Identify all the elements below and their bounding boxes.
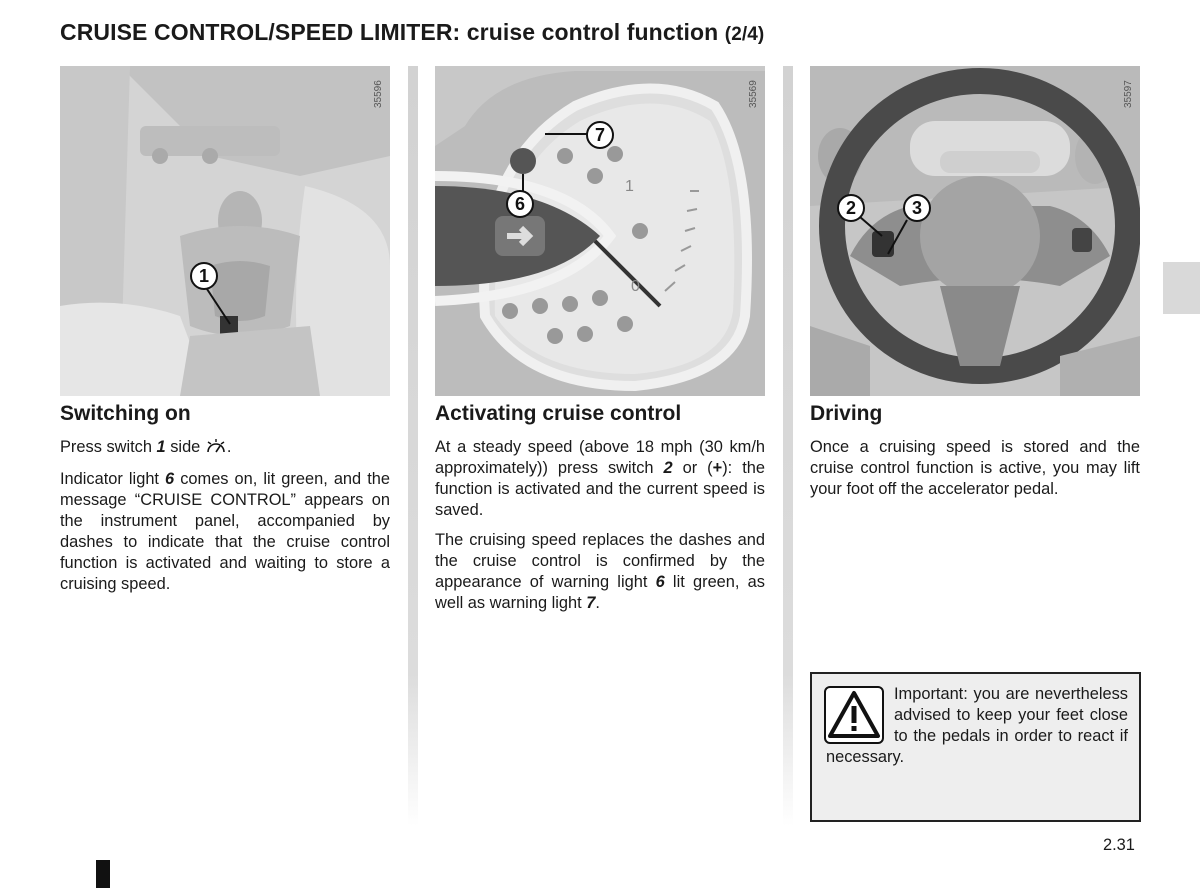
section-tab (1163, 262, 1200, 314)
column-divider (783, 66, 793, 826)
paragraph (435, 530, 765, 614)
instrument-panel-photo (435, 66, 765, 396)
warning-text (826, 684, 1128, 768)
warning-message: Important: you are nevertheless advised to keep your feet close to the pedals in order to react if necessary. (826, 685, 1128, 766)
crop-mark (96, 860, 110, 888)
light-number: 7 (586, 594, 596, 612)
text-run: side (165, 438, 205, 456)
text-run: At a steady speed (above 18 mph (30 km/h approximately)) press switch (435, 438, 765, 477)
paragraph (60, 437, 390, 458)
svg-text:1: 1 (625, 178, 634, 195)
paragraph: Once a cruising speed is stored and the cruise control function is active, you may lift your foot off the accelerator pedal. (810, 438, 1140, 498)
text-run: . (595, 594, 600, 612)
warning-box (810, 672, 1141, 822)
text-run: lit green, as well as warning light (435, 573, 765, 612)
text-run: . (226, 438, 232, 456)
switch-number: 1 (156, 438, 166, 456)
column-divider (408, 66, 418, 826)
page-number: 2.31 (1103, 836, 1135, 854)
text-run: Press switch (60, 438, 157, 456)
page-title (60, 19, 764, 46)
gear-lever-photo (60, 66, 390, 396)
callout-2: 2 (837, 194, 865, 222)
text-run: comes on, lit green, and the message “CRUISE CONTROL” appears on the instrument panel, accompanied by dashes to indicate that the cruise control function is activated and waiting to store a cruising speed. (60, 470, 390, 593)
callout-3: 3 (903, 194, 931, 222)
light-number: 6 (165, 470, 175, 488)
page-title-main: CRUISE CONTROL/SPEED LIMITER: cruise control function (60, 19, 719, 45)
switch-number: 2 (663, 459, 673, 477)
section-heading-activating: Activating cruise control (435, 402, 682, 425)
paragraph (60, 469, 390, 595)
light-number: 6 (655, 573, 665, 591)
page-title-part: (2/4) (724, 24, 765, 45)
text-run: ): the function is activated and the current speed is saved. (435, 459, 765, 519)
text-run: or ( (672, 459, 713, 477)
callout-6: 6 (506, 190, 534, 218)
text-run: The cruising speed replaces the dashes and the cruise control is confirmed by the appearance of warning light (435, 531, 765, 591)
image-code: 35597 (1123, 80, 1134, 108)
svg-text:0: 0 (631, 278, 640, 295)
callout-1: 1 (190, 262, 218, 290)
image-code: 35596 (373, 80, 384, 108)
steering-wheel-photo (810, 66, 1140, 396)
paragraph (435, 437, 765, 521)
cruise-control-speedometer-icon (205, 438, 227, 456)
text-run: Indicator light (60, 470, 166, 488)
callout-7: 7 (586, 121, 614, 149)
section-heading-switching-on: Switching on (60, 402, 191, 425)
section-heading-driving: Driving (810, 402, 883, 425)
plus-sign: + (712, 459, 723, 477)
image-code: 35569 (748, 80, 759, 108)
